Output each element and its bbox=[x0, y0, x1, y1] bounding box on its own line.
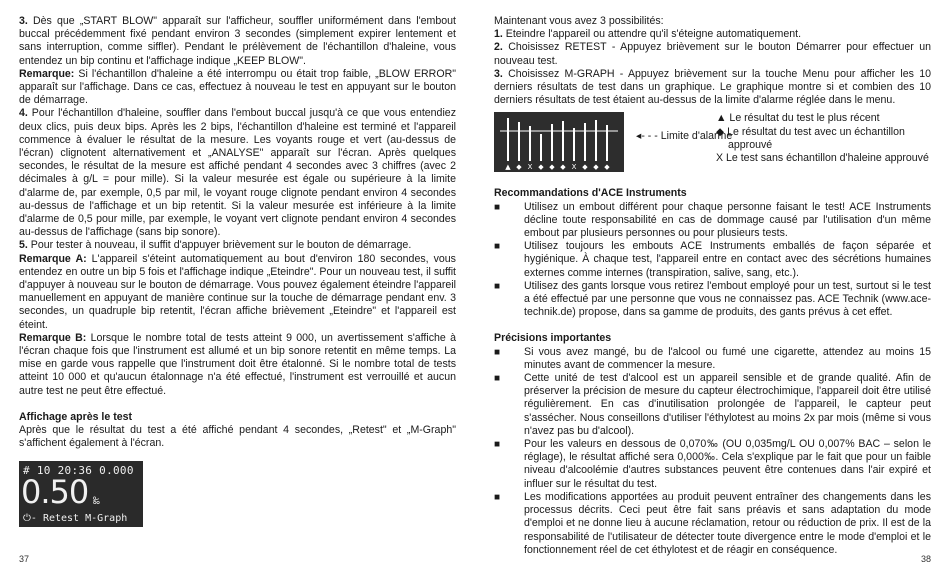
graph-marker: ◆ bbox=[549, 163, 555, 172]
graph-marker: ◆ bbox=[593, 163, 599, 172]
display-value: 0.50 bbox=[21, 472, 89, 511]
remark-blow-error bbox=[19, 68, 456, 108]
graph-marker: ◆ bbox=[516, 163, 522, 172]
display-heading: Affichage après le test bbox=[19, 410, 133, 423]
remark-a bbox=[19, 253, 456, 332]
step-5 bbox=[19, 239, 456, 252]
remark-a-label: Remarque A: bbox=[19, 252, 87, 265]
m-graph-display bbox=[494, 112, 624, 172]
display-menu-line: ⏻- Retest M-Graph bbox=[23, 512, 128, 524]
alarm-limit-arrow-icon: ◂- - - bbox=[636, 130, 661, 143]
legend-latest: ▲ Le résultat du test le plus récent bbox=[716, 112, 880, 125]
list-item: ■ Les modifications apportées au produit peuvent entraîner des changements dans les processus décrits. Ceci peut être fait sans préavis et sans adaptation du mode d'emploi et ne donne lieu à aucune réclamation, retour ou réduction de prix. Il est de la responsabilité de l'utilisateur de détecter toute divergence entre le mode d'emploi et le fonctionnement réel de cet éthylotest et de réagir en conséquence. bbox=[494, 491, 931, 557]
alarm-limit-text: Limite d'alarme bbox=[660, 130, 733, 143]
option-1-number: 1. bbox=[494, 28, 503, 41]
device-display bbox=[19, 461, 143, 527]
list-item: ■ Pour les valeurs en dessous de 0,070‰ (OU 0,035mg/L OU 0,007% BAC – selon le réglage), le résultat affiché sera 0,000‰. Cela s'explique par le fait que pour un faible niveau d'alcoolémie d'autres substances peuvent être contenues dans l'air expiré et influer sur le résultat du test. bbox=[494, 438, 931, 491]
remark-b-text: Lorsque le nombre total de tests atteint 9 000, un avertissement s'affiche à l'écran chaque fois que l'instrument est allumé et un bip sonore retentit en même temps. La mise en garde vous rappelle que l'instrument doit être étalonné. Si le nombre total de tests atteint 10 000 et qu'aucun étalonnage n'a été effectué, l'instrument est verrouillé et aucun autre test ne peut être effectué. bbox=[19, 331, 456, 397]
graph-marker: ◆ bbox=[560, 163, 566, 172]
graph-marker: ◆ bbox=[582, 163, 588, 172]
display-unit: ‰ bbox=[93, 493, 100, 507]
list-item: ■ Cette unité de test d'alcool est un appareil sensible et de grande qualité. Afin de préserver la précision de mesure du capteur électrochimique, l'appareil doit être utilisé régulièrement. En cas d'inutilisation prolongée de l'appareil, le capteur peut s'assécher. Nous conseillons d'utiliser l'éthylotest au moins 2x par mois (même si vous n'avez pas bu d'alcool). bbox=[494, 372, 931, 438]
page-number-left: 37 bbox=[19, 554, 30, 564]
graph-marker: ▲ bbox=[505, 163, 511, 172]
option-2-number: 2. bbox=[494, 41, 503, 54]
legend-approved: ◆ Le résultat du test avec un échantillon bbox=[716, 125, 905, 138]
step-4-number: 4. bbox=[19, 107, 28, 120]
option-1-text: Eteindre l'appareil ou attendre qu'il s'éteigne automatiquement. bbox=[502, 28, 802, 41]
remark-text: Si l'échantillon d'haleine a été interrompu ou était trop faible, „BLOW ERROR" apparaît sur l'affichage. Dans ce cas, effectuez à nouveau le test en appuyant sur le bouton de démarrage. bbox=[19, 67, 456, 107]
display-description: Après que le résultat du test a été affiché pendant 4 secondes, „Retest" et „M-Graph" s'affichent également à l'écran. bbox=[19, 424, 456, 450]
remark-label: Remarque: bbox=[19, 67, 75, 80]
graph-marker: X bbox=[527, 163, 533, 172]
option-2 bbox=[494, 41, 931, 67]
step-3 bbox=[19, 15, 456, 68]
graph-marker: X bbox=[571, 163, 577, 172]
step-3-text: Dès que „START BLOW" apparaît sur l'afficheur, souffler uniformément dans l'embout buccal précédemment fixé pendant environ 3 secondes (simplement expirer lentement et sans interruption, comme siffler). Pendant le prélèvement de l'échantillon d'haleine, vous entendez un bip continu et l'affichage indique „KEEP BLOW". bbox=[19, 15, 456, 67]
graph-marker: ◆ bbox=[538, 163, 544, 172]
recommendations-heading: Recommandations d'ACE Instruments bbox=[494, 187, 687, 200]
m-graph-figure bbox=[494, 112, 931, 180]
right-page bbox=[494, 15, 931, 557]
graph-legend bbox=[716, 112, 929, 165]
graph-marker: ◆ bbox=[604, 163, 610, 172]
page-number-right: 38 bbox=[921, 554, 932, 564]
legend-approved-cont: approuvé bbox=[728, 138, 773, 151]
list-item: ■ Utilisez toujours les embouts ACE Instruments emballés de façon séparée et hygiénique. À chaque test, l'appareil entre en contact avec des sécrétions humaines externes comme internes (transpiration, salive, sang, etc.). bbox=[494, 240, 931, 280]
option-3-number: 3. bbox=[494, 67, 503, 80]
list-item: ■ Utilisez un embout différent pour chaque personne faisant le test! ACE Instruments décline toute responsabilité en cas de dommage causé par l'utilisation d'un même embout par plusieurs personnes ou pour plusieurs tests. bbox=[494, 201, 931, 241]
options-intro: Maintenant vous avez 3 possibilités: bbox=[494, 15, 664, 27]
list-item: ■ Si vous avez mangé, bu de l'alcool ou fumé une cigarette, attendez au moins 15 minutes avant de commencer la mesure. bbox=[494, 346, 931, 372]
remark-a-text: L'appareil s'éteint automatiquement au bout d'environ 180 secondes, vous entendez en outre un bip 5 fois et l'affichage indique „Eteindre". Pour un nouveau test, il suffit d'appuyer à nouveau sur le bouton de démarrage. Vous pouvez également éteindre l'appareil manuellement en appuyant de manière continue sur la touche de démarrage pendant env. 3 secondes, un quadruple bip retentit, l'écran affiche brièvement „Eteindre" et l'appareil est éteint. bbox=[19, 252, 456, 331]
precisions-heading: Précisions importantes bbox=[494, 332, 612, 345]
legend-no-sample: X Le test sans échantillon d'haleine approuvé bbox=[716, 152, 929, 165]
left-page bbox=[19, 15, 456, 527]
option-3 bbox=[494, 68, 931, 108]
list-item: ■ Utilisez des gants lorsque vous retirez l'embout employé pour un test, surtout si le test a été effectué par une personne que vous ne connaissez pas. ACE Technik (www.ace-technik.de) propose, dans sa gamme de produits, des gants prévus à cet effet. bbox=[494, 280, 931, 320]
step-4 bbox=[19, 107, 456, 239]
precisions-list bbox=[494, 346, 931, 557]
option-3-text: Choisissez M-GRAPH - Appuyez brièvement sur la touche Menu pour afficher les 10 derniers résultats de test dans un graphique. Le graphique montre si et combien des 10 derniers résultats de test étaient au-dessus de la limite d'alarme réglée dans le menu. bbox=[494, 67, 931, 107]
step-5-number: 5. bbox=[19, 239, 28, 252]
remark-b-label: Remarque B: bbox=[19, 331, 87, 344]
option-1 bbox=[494, 28, 931, 41]
step-3-number: 3. bbox=[19, 15, 28, 27]
step-4-text: Pour l'échantillon d'haleine, souffler dans l'embout buccal jusqu'à ce que vous entendiez deux clics, puis deux bips. Après les 2 bips, l'échantillon d'haleine est terminé et l'appareil commence à évaluer le résultat de la mesure. Les voyants rouge et vert (au-dessus de l'écran) clignotent alternativement et „ANALYSE" apparaît sur l'écran. Après quelques secondes, le résultat de la mesure est affiché pendant 4 secondes avec 3 chiffres (avec 2 décimales à g/L = pour mille). Si la valeur mesurée est égale ou supérieure à la limite d'alarme de, par exemple, 0,5 par mil, le voyant rouge clignote pendant environ 4 secondes au-dessus de l'affichage et un bip retentit. Si la valeur mesurée est inférieure à la limite d'alarme de 0,5 pour mille, par exemple, le voyant vert clignote pendant environ 4 secondes au-dessus de l'affichage (sans bip sonore). bbox=[19, 107, 456, 239]
recommendations-list bbox=[494, 201, 931, 320]
display-status-line: # 10 20:36 0.000 bbox=[23, 463, 134, 477]
step-5-text: Pour tester à nouveau, il suffit d'appuyer brièvement sur le bouton de démarrage. bbox=[27, 239, 412, 252]
remark-b bbox=[19, 332, 456, 398]
option-2-text: Choisissez RETEST - Appuyez brièvement sur le bouton Démarrer pour effectuer un nouveau test. bbox=[494, 41, 931, 67]
